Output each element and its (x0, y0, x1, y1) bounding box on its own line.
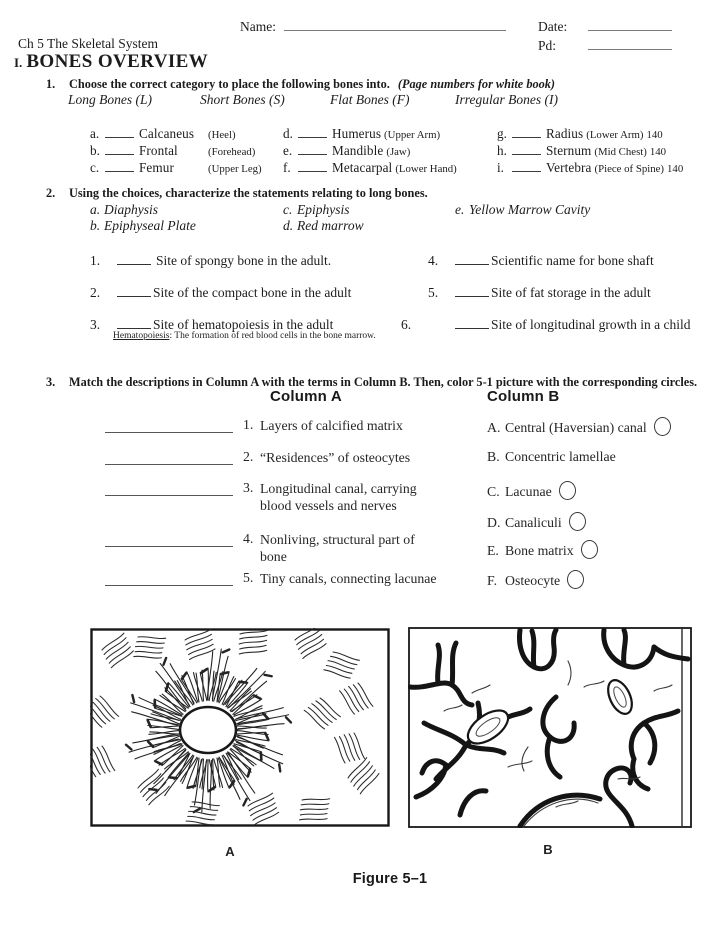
match-text: Layers of calcified matrix (260, 418, 403, 433)
section3-number: 3. (46, 375, 56, 389)
bone-blank-c[interactable] (105, 158, 134, 172)
bone-note: (Lower Arm) (586, 129, 644, 141)
figure-a-label: A (225, 844, 235, 859)
bone-blank-d[interactable] (298, 124, 327, 138)
bone-letter: h. (497, 143, 507, 158)
color-circle-a[interactable] (654, 417, 671, 436)
bone-blank-e[interactable] (298, 141, 327, 155)
match-row-1 (105, 417, 440, 434)
match-number: 1. (243, 417, 254, 432)
statement-blank-3[interactable] (117, 315, 151, 329)
name-label: Name: (240, 19, 276, 34)
section1-prompt-text: Choose the correct category to place the following bones into. (69, 77, 390, 91)
bone-note: (Piece of Spine) (594, 163, 665, 175)
figure-b-image (408, 627, 692, 828)
match-number: 2. (243, 449, 254, 464)
match-blank-1[interactable] (105, 418, 233, 433)
section3-prompt (46, 375, 716, 390)
choice-text: Epiphysis (297, 202, 350, 217)
color-circle-d[interactable] (569, 512, 586, 531)
statement-blank-5[interactable] (455, 283, 489, 297)
bone-letter: i. (497, 160, 504, 175)
match-blank-4[interactable] (105, 532, 233, 547)
statement-number: 1. (90, 253, 101, 268)
statement-text: Site of fat storage in the adult (491, 285, 651, 300)
name-blank[interactable] (284, 17, 506, 31)
statement-6 (401, 315, 707, 333)
statement-5 (428, 283, 651, 301)
statement-blank-2[interactable] (117, 283, 151, 297)
term-letter: F. (487, 573, 498, 588)
term-text: Canaliculi (505, 515, 562, 530)
bone-name: Humerus (332, 126, 382, 141)
choice-diaphysis (90, 202, 158, 218)
bone-item-mandible (283, 141, 410, 159)
statement-number: 6. (401, 317, 412, 332)
date-line (538, 17, 672, 35)
statement-blank-1[interactable] (117, 251, 151, 265)
choice-letter: a. (90, 202, 101, 217)
match-text: Tiny canals, connecting lacunae (260, 571, 437, 586)
match-number: 3. (243, 480, 254, 495)
choice-letter: c. (283, 202, 293, 217)
column-a-header: Column A (270, 388, 342, 405)
statement-number: 5. (428, 285, 439, 300)
term-text: Lacunae (505, 484, 552, 499)
match-blank-5[interactable] (105, 571, 233, 586)
choice-epiphyseal-plate (90, 218, 196, 234)
bone-letter: c. (90, 160, 100, 175)
bone-letter: b. (90, 143, 100, 158)
bone-blank-g[interactable] (512, 124, 541, 138)
statement-2 (90, 283, 351, 301)
date-label: Date: (538, 19, 568, 34)
footnote-term: Hematopoiesis (113, 331, 170, 341)
figure-b-label: B (543, 842, 553, 857)
term-text: Central (Haversian) canal (505, 420, 647, 435)
bone-letter: g. (497, 126, 507, 141)
page-title-text: BONES OVERVIEW (26, 51, 209, 72)
section1-prompt (46, 77, 686, 92)
match-blank-2[interactable] (105, 450, 233, 465)
match-row-3 (105, 480, 440, 514)
bone-name: Radius (546, 126, 584, 141)
statement-number: 3. (90, 317, 101, 332)
match-number: 5. (243, 570, 254, 585)
bone-note: (Upper Leg) (208, 163, 262, 175)
bone-letter: f. (283, 160, 291, 175)
statement-number: 4. (428, 253, 439, 268)
choice-letter: d. (283, 218, 294, 233)
bone-note: (Heel) (208, 129, 236, 141)
choice-text: Epiphyseal Plate (104, 218, 196, 233)
bone-blank-a[interactable] (105, 124, 134, 138)
category-irregular-bones: Irregular Bones (I) (455, 92, 558, 107)
term-text: Osteocyte (505, 573, 561, 588)
term-text: Bone matrix (505, 543, 574, 558)
match-row-2 (105, 449, 440, 466)
term-letter: E. (487, 543, 499, 558)
term-concentric-lamellae (487, 449, 616, 465)
match-number: 4. (243, 531, 254, 546)
statement-text: Scientific name for bone shaft (491, 253, 654, 268)
color-circle-c[interactable] (559, 481, 576, 500)
section1-number: 1. (46, 77, 56, 91)
term-text: Concentric lamellae (505, 449, 616, 464)
bone-item-femur (90, 158, 262, 176)
match-text: “Residences” of osteocytes (260, 450, 411, 465)
match-row-5 (105, 570, 440, 587)
statement-text: Site of longitudinal growth in a child (491, 317, 691, 332)
bone-item-vertebra (497, 158, 683, 176)
figure-a-osteon-drawing (90, 628, 390, 827)
choice-epiphysis (283, 202, 350, 218)
bone-name: Femur (139, 160, 174, 175)
bone-note: (Forehead) (208, 146, 256, 158)
statement-blank-4[interactable] (455, 251, 489, 265)
column-b-header: Column B (487, 388, 560, 405)
bone-name: Mandible (332, 143, 384, 158)
match-text: Longitudinal canal, carrying blood vessels and nerves (260, 481, 417, 513)
term-bone-matrix (487, 540, 598, 559)
footnote-text: : The formation of red blood cells in the bone marrow. (169, 331, 376, 341)
term-osteocyte (487, 570, 584, 589)
statement-1 (90, 251, 331, 269)
choice-letter: b. (90, 218, 101, 233)
statement-text: Site of hematopoiesis in the adult (153, 317, 334, 332)
bone-page-number: 140 (649, 146, 667, 158)
term-lacunae (487, 481, 576, 500)
pd-label: Pd: (538, 38, 557, 53)
bone-blank-f[interactable] (298, 158, 327, 172)
match-blank-3[interactable] (105, 481, 233, 496)
choice-text: Yellow Marrow Cavity (469, 202, 591, 217)
hematopoiesis-footnote (113, 331, 389, 343)
choice-text: Red marrow (297, 218, 364, 233)
choice-yellow-marrow-cavity (455, 202, 590, 218)
color-circle-e[interactable] (581, 540, 598, 559)
figure-caption: Figure 5–1 (352, 871, 428, 887)
bone-note: (Lower Hand) (395, 163, 457, 175)
choice-letter: e. (455, 202, 465, 217)
bone-name: Sternum (546, 143, 592, 158)
name-line (240, 17, 506, 35)
pd-blank[interactable] (588, 36, 672, 50)
bone-name: Vertebra (546, 160, 592, 175)
bone-name: Calcaneus (139, 126, 195, 141)
term-letter: C. (487, 484, 500, 499)
term-letter: D. (487, 515, 501, 530)
page-title (14, 51, 208, 73)
bone-item-metacarpal (283, 158, 457, 176)
statement-text: Site of spongy bone in the adult. (156, 253, 332, 268)
bone-letter: a. (90, 126, 100, 141)
choice-text: Diaphysis (104, 202, 158, 217)
match-row-4 (105, 531, 440, 565)
bone-item-sternum (497, 141, 666, 159)
bone-page-number: 140 (646, 129, 663, 141)
bone-note: (Upper Arm) (384, 129, 441, 141)
bone-item-radius (497, 124, 663, 142)
course-title: Ch 5 The Skeletal System (18, 36, 158, 51)
category-short-bones: Short Bones (S) (200, 92, 285, 107)
pd-line (538, 36, 672, 54)
page-title-numeral: I. (14, 55, 23, 70)
statement-4 (428, 251, 654, 269)
bone-note: (Mid Chest) (594, 146, 647, 158)
bone-blank-b[interactable] (105, 141, 134, 155)
bone-letter: d. (283, 126, 293, 141)
bone-blank-h[interactable] (512, 141, 541, 155)
section2-prompt-text: Using the choices, characterize the statements relating to long bones. (69, 186, 428, 200)
statement-text: Site of the compact bone in the adult (153, 285, 352, 300)
bone-item-humerus (283, 124, 440, 142)
statement-number: 2. (90, 285, 101, 300)
section3-prompt-text: Match the descriptions in Column A with the terms in Column B. Then, color 5-1 picture with the corresponding circles. (69, 375, 698, 389)
section2-prompt (46, 186, 666, 201)
choice-red-marrow (283, 218, 364, 234)
term-letter: A. (487, 420, 501, 435)
date-blank[interactable] (588, 17, 672, 31)
term-central-haversian-canal (487, 417, 671, 436)
term-canaliculi (487, 512, 586, 531)
bone-blank-i[interactable] (512, 158, 541, 172)
bone-item-calcaneus (90, 124, 236, 142)
figure-b-lacunae-drawing (408, 627, 692, 828)
bone-item-frontal (90, 141, 255, 159)
bone-letter: e. (283, 143, 293, 158)
match-text: Nonliving, structural part of bone (260, 532, 415, 564)
section1-prompt-note: (Page numbers for white book) (397, 77, 556, 91)
bone-name: Frontal (139, 143, 178, 158)
statement-blank-6[interactable] (455, 315, 489, 329)
figure-a-image (90, 628, 390, 827)
bone-page-number: 140 (667, 163, 684, 175)
term-letter: B. (487, 449, 500, 464)
bone-note: (Jaw) (386, 146, 411, 158)
category-flat-bones: Flat Bones (F) (330, 92, 410, 107)
category-long-bones: Long Bones (L) (68, 92, 152, 107)
section2-number: 2. (46, 186, 56, 200)
bone-name: Metacarpal (332, 160, 393, 175)
color-circle-f[interactable] (567, 570, 584, 589)
